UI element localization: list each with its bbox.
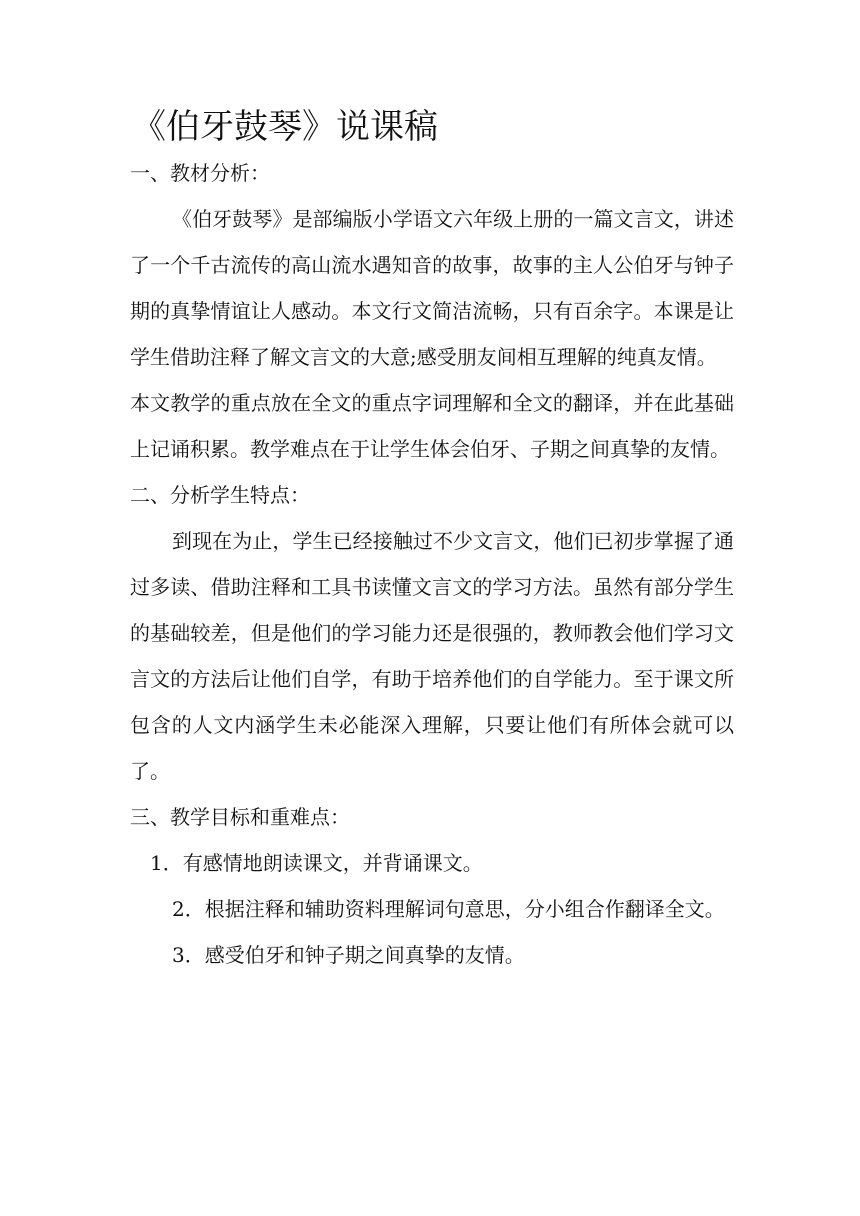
paragraph-student-analysis: 到现在为止，学生已经接触过不少文言文，他们已初步掌握了通过多读、借助注释和工具书读懂文言文的学习方法。虽然有部分学生的基础较差，但是他们的学习能力还是很强的，教师教会他们学习文言文的方法后让他们自学，有助于培养他们的自学能力。至于课文所包含的人文内涵学生未必能深入理解，只要让他们有所体会就可以了。 xyxy=(130,529,734,783)
document-title: 《伯牙鼓琴》说课稿 xyxy=(132,107,438,147)
objective-item-2: 2．根据注释和辅助资料理解词句意思，分小组合作翻译全文。 xyxy=(172,897,725,921)
objective-item-1: 1．有感情地朗读课文，并背诵课文。 xyxy=(150,851,483,875)
section-heading-2: 二、分析学生特点： xyxy=(130,483,310,507)
document-body xyxy=(130,150,734,978)
objective-item-3: 3．感受伯牙和钟子期之间真挚的友情。 xyxy=(172,943,525,967)
section-heading-3: 三、教学目标和重难点： xyxy=(130,805,350,829)
paragraph-material-analysis: 《伯牙鼓琴》是部编版小学语文六年级上册的一篇文言文，讲述了一个千古流传的高山流水遇知音的故事，故事的主人公伯牙与钟子期的真挚情谊让人感动。本文行文简洁流畅，只有百余字。本课是让学生借助注释了解文言文的大意;感受朋友间相互理解的纯真友情。 xyxy=(130,207,734,369)
paragraph-teaching-focus: 本文教学的重点放在全文的重点字词理解和全文的翻译，并在此基础上记诵积累。教学难点在于让学生体会伯牙、子期之间真挚的友情。 xyxy=(130,391,734,461)
section-heading-1: 一、教材分析： xyxy=(130,161,270,185)
